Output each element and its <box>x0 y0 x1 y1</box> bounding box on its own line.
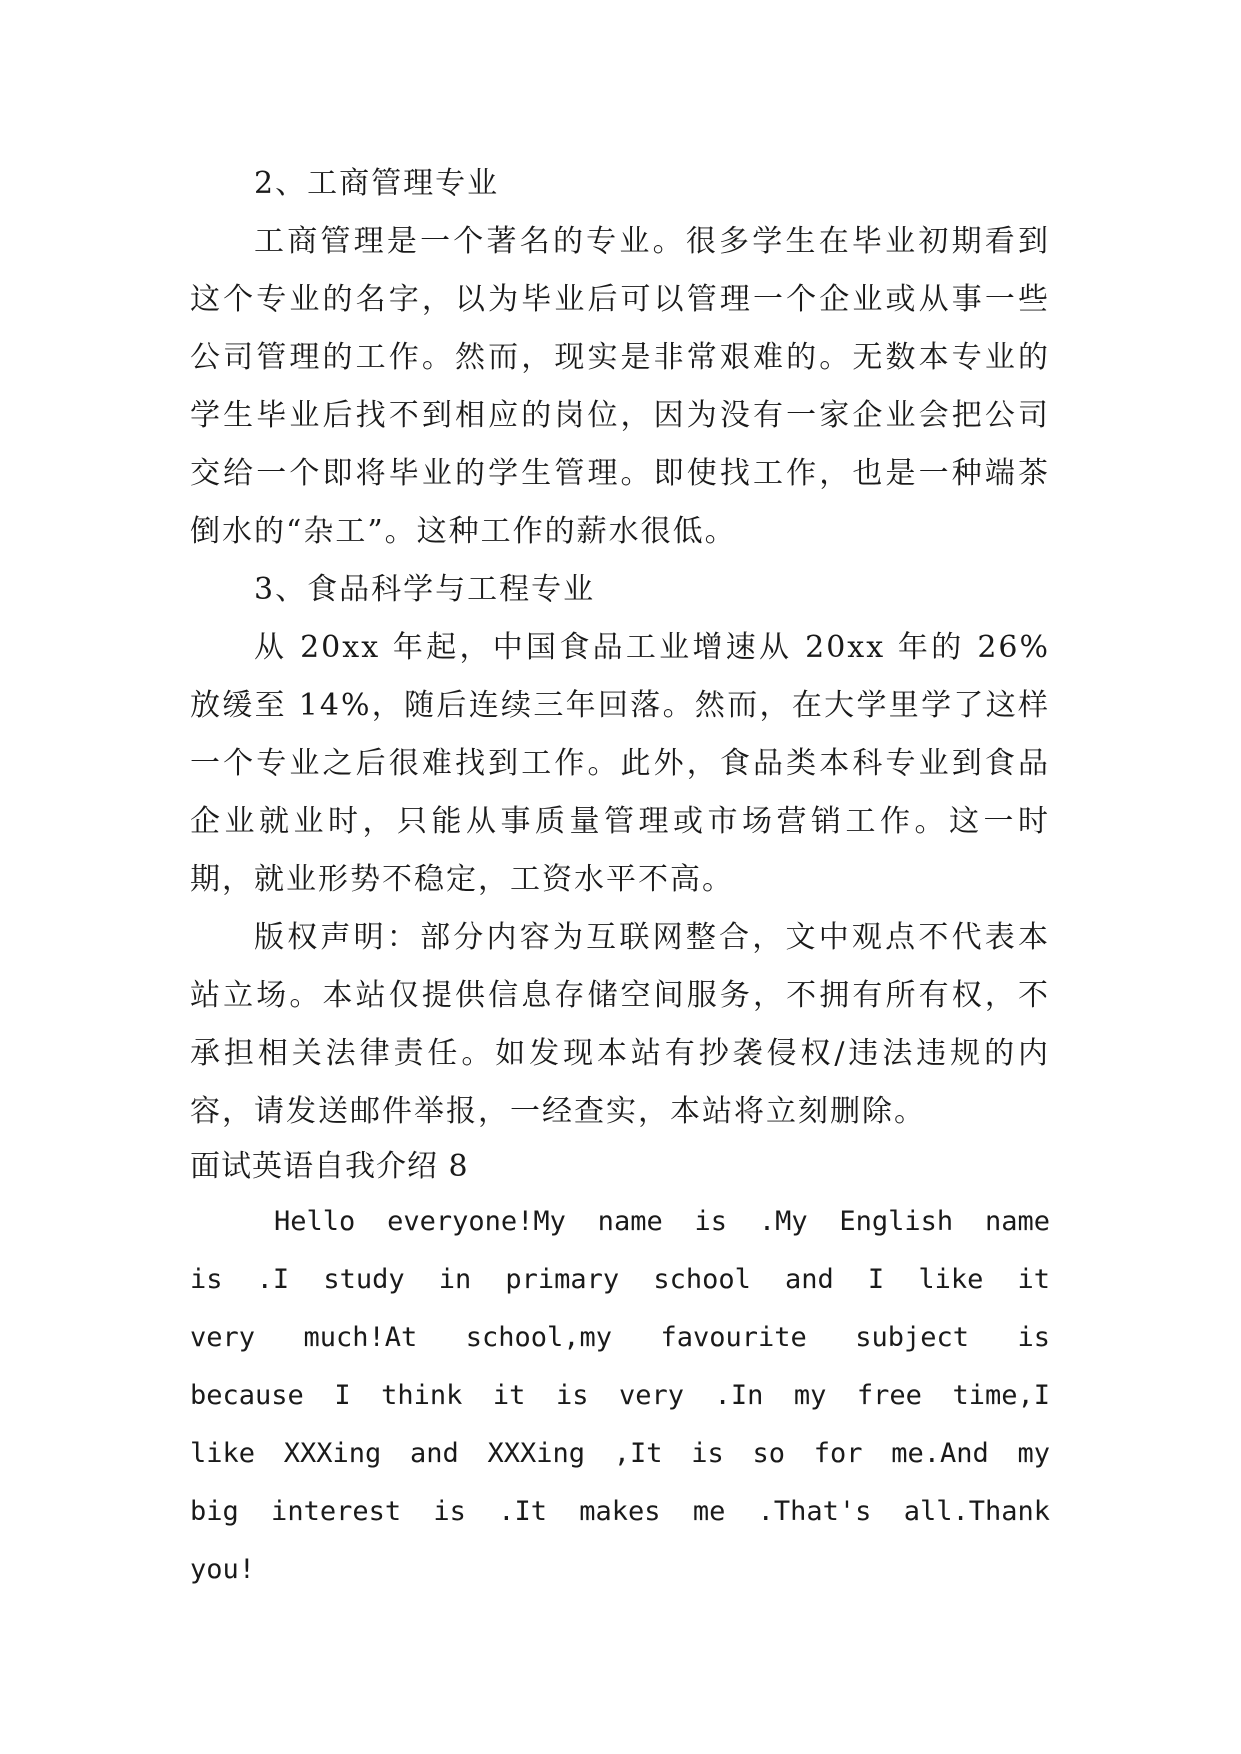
section2-heading: 2、工商管理专业 <box>254 166 500 201</box>
copyright-notice: 版权声明：部分内容为互联网整合，文中观点不代表本站立场。本站仅提供信息存储空间服务，不拥有所有权，不承担相关法律责任。如发现本站有抄袭侵权/违法违规的内容，请发送邮件举报，一经查实，本站将立刻删除。 <box>190 920 1050 1129</box>
document-content <box>190 155 1050 1599</box>
section2-body: 工商管理是一个著名的专业。很多学生在毕业初期看到这个专业的名字，以为毕业后可以管理一个企业或从事一些公司管理的工作。然而，现实是非常艰难的。无数本专业的学生毕业后找不到相应的岗位，因为没有一家企业会把公司交给一个即将毕业的学生管理。即使找工作，也是一种端茶倒水的“杂工”。这种工作的薪水很低。 <box>190 224 1050 549</box>
section3-heading: 3、食品科学与工程专业 <box>254 572 596 607</box>
section3-body: 从 20xx 年起，中国食品工业增速从 20xx 年的 26%放缓至 14%，随后连续三年回落。然而，在大学里学了这样一个专业之后很难找到工作。此外，食品类本科专业到食品企业就业时，只能从事质量管理或市场营销工作。这一时期，就业形势不稳定，工资水平不高。 <box>190 630 1050 897</box>
english-intro: Hello everyone!My name is .My English name is .I study in primary school and I like it very much!At school,my favourite subject is because I think it is very .In my free time,I like XXXing and XXXing ,It is so for me.And my big interest is .It makes me .That's all.Thank you! <box>190 1206 1050 1585</box>
intro-title: 面试英语自我介绍 8 <box>190 1149 469 1184</box>
